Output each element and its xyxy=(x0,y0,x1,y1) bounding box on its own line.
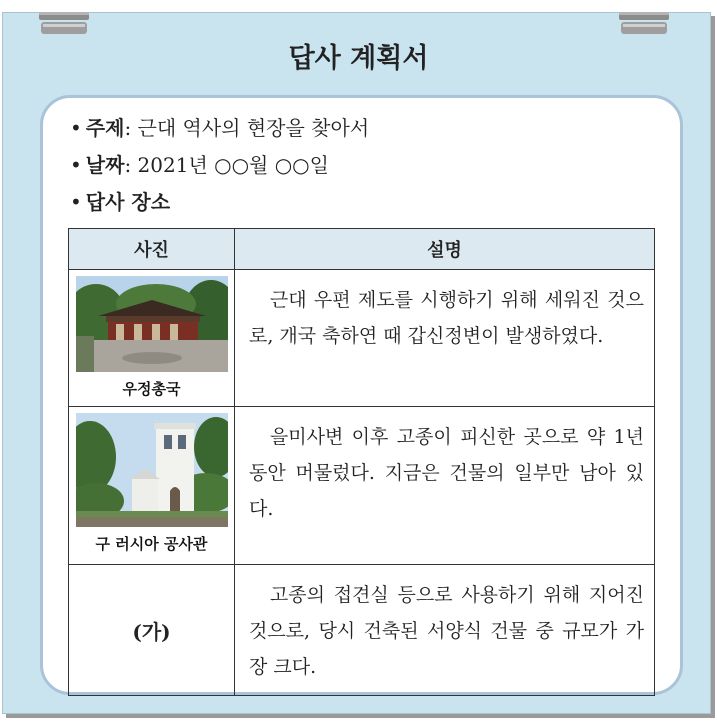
info-list xyxy=(70,110,369,221)
table-row xyxy=(69,565,655,696)
binder-clip-left-icon xyxy=(37,8,91,36)
binder-clip-right-icon xyxy=(617,8,671,36)
place-key: 답사 장소 xyxy=(85,190,171,214)
bullet-icon: • xyxy=(70,153,82,177)
header-description: 설명 xyxy=(235,229,655,270)
date-value: 2021년 ○○월 ○○일 xyxy=(137,153,329,177)
bullet-icon: • xyxy=(70,190,82,214)
topic-line: • 주제: 근대 역사의 현장을 찾아서 xyxy=(70,116,370,140)
bullet-icon: • xyxy=(70,116,82,140)
description-cell: 고종의 접견실 등으로 사용하기 위해 지어진 것으로, 당시 건축된 서양식 건물 중 규모가 가장 크다. xyxy=(235,565,655,696)
date-key: 날짜 xyxy=(85,153,125,177)
unknown-site-label: (가) xyxy=(69,565,235,696)
photo-caption: 구 러시아 공사관 xyxy=(95,535,208,553)
place-line xyxy=(70,184,369,221)
site-table xyxy=(68,228,655,696)
photo-cell xyxy=(69,270,235,407)
topic-value: 근대 역사의 현장을 찾아서 xyxy=(137,116,370,140)
photo-caption: 우정총국 xyxy=(122,380,181,398)
topic-key: 주제 xyxy=(85,116,125,140)
description-cell: 근대 우편 제도를 시행하기 위해 세워진 것으로, 개국 축하연 때 갑신정변이 발생하였다. xyxy=(235,270,655,407)
table-row xyxy=(69,407,655,565)
date-line: • 날짜: 2021년 ○○월 ○○일 xyxy=(70,153,329,177)
russian-legation-photo xyxy=(76,413,228,527)
table-row xyxy=(69,270,655,407)
description-cell: 을미사변 이후 고종이 피신한 곳으로 약 1년 동안 머물렀다. 지금은 건물의 일부만 남아 있다. xyxy=(235,407,655,565)
post-office-photo xyxy=(76,276,228,372)
page-title: 답사 계획서 xyxy=(288,43,429,74)
photo-cell xyxy=(69,407,235,565)
table-header-row xyxy=(69,229,655,270)
header-photo: 사진 xyxy=(69,229,235,270)
